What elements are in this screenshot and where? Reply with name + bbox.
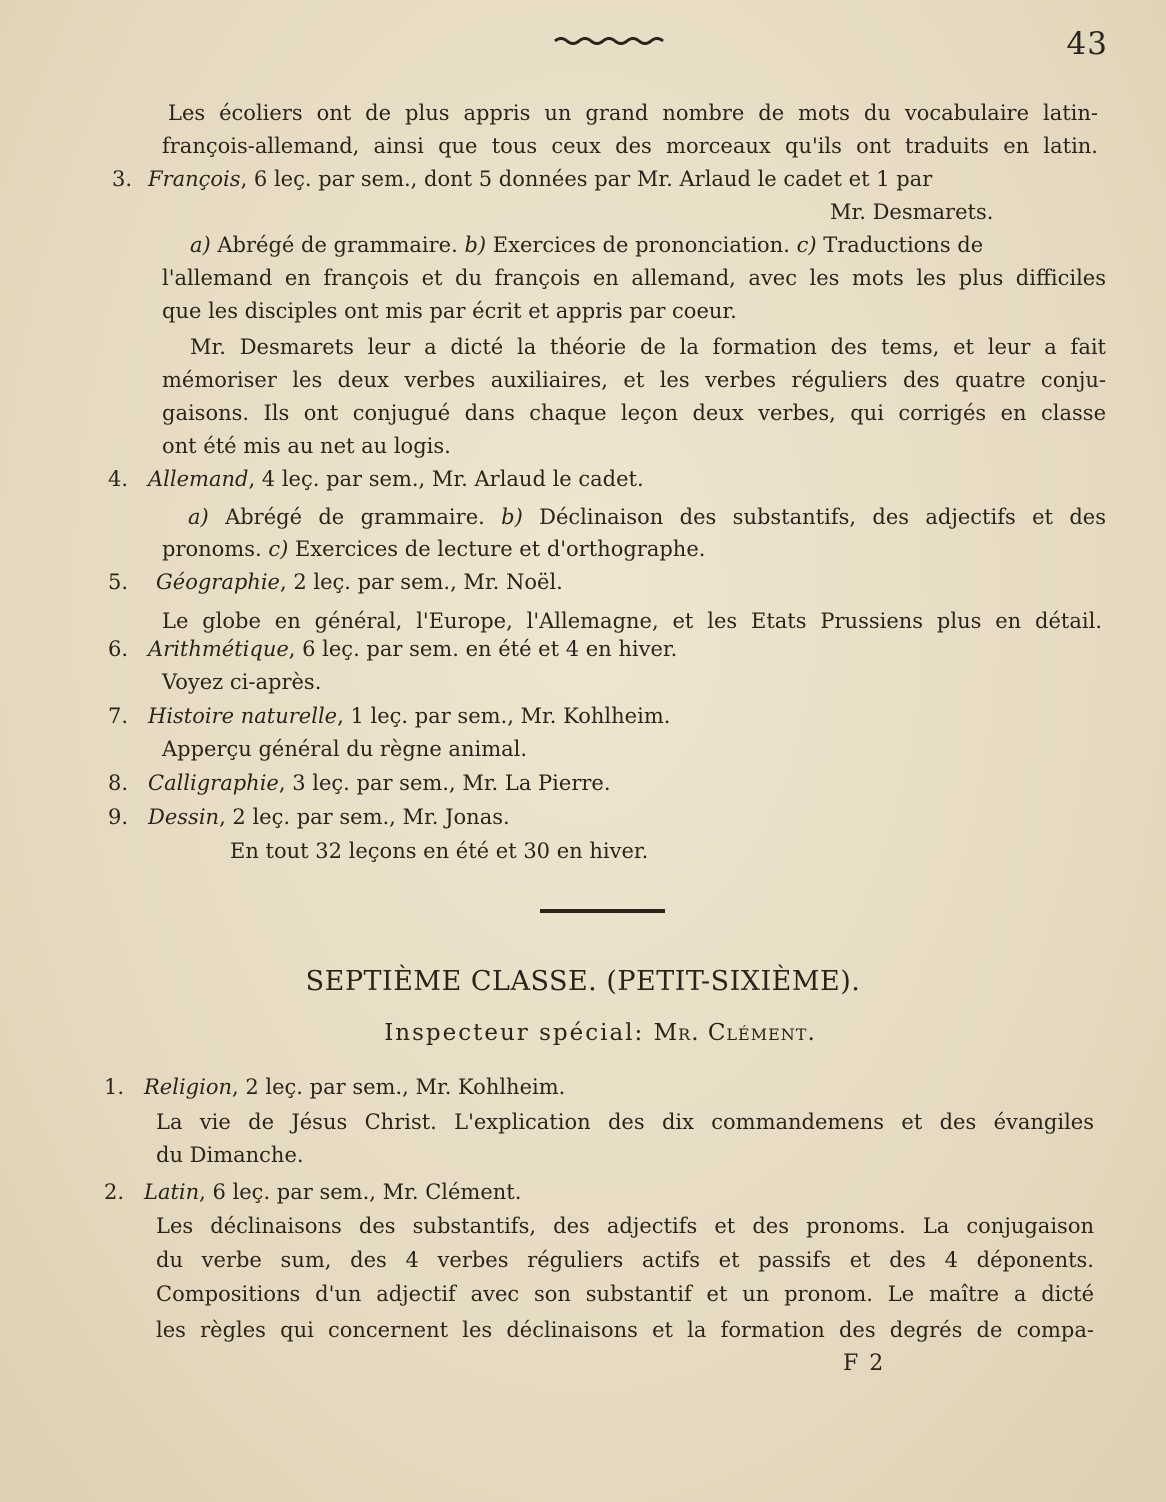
text-b: Exercices de prononciation. <box>486 233 797 257</box>
list-item-calligraphie <box>148 767 611 800</box>
label-c: c) <box>268 537 289 561</box>
francois-exercises <box>190 229 983 262</box>
text-line: du verbe sum, des 4 verbes réguliers actifs et passifs et des 4 déponents. <box>156 1248 1094 1272</box>
list-item-dessin <box>148 801 510 834</box>
label-b: b) <box>501 505 523 529</box>
list-item-arithmetique <box>148 633 677 666</box>
label-c: c) <box>796 233 817 257</box>
text-line: gaisons. Ils ont conjugué dans chaque leçon deux verbes, qui corrigés en classe <box>162 401 1106 425</box>
section-inspector <box>0 1020 1166 1046</box>
signature-mark: F 2 <box>843 1351 886 1376</box>
item-details: , 6 leç. par sem. en été et 4 en hiver. <box>288 637 678 661</box>
label-b: b) <box>464 233 487 257</box>
text-line: mémoriser les deux verbes auxiliaires, et les verbes réguliers des quatre conju- <box>162 368 1106 392</box>
text-line: ont été mis au net au logis. <box>162 434 451 458</box>
teacher-desmarets: Mr. Desmarets. <box>830 200 994 224</box>
subject-allemand: Allemand <box>148 467 249 491</box>
item-number: 9. <box>108 805 129 829</box>
list-item-histoire <box>148 700 670 733</box>
item-number: 6. <box>108 637 129 661</box>
text-line: Les déclinaisons des substantifs, des adjectifs et des pronoms. La conjugaison <box>156 1214 1094 1238</box>
list-item-francois <box>148 163 1098 196</box>
text-c: Exercices de lecture et d'orthographe. <box>288 537 706 561</box>
item-details: , 2 leç. par sem., Mr. Jonas. <box>219 805 510 829</box>
item-details: , 3 leç. par sem., Mr. La Pierre. <box>278 771 611 795</box>
section-title: SEPTIÈME CLASSE. (PETIT-SIXIÈME). <box>305 966 861 997</box>
allemand-exercises <box>188 501 1106 534</box>
ornament-icon <box>553 36 671 46</box>
text-c: Traductions de <box>816 233 984 257</box>
subject-dessin: Dessin <box>148 805 220 829</box>
item-number: 5. <box>108 570 129 594</box>
item-details: , 2 leç. par sem., Mr. Kohlheim. <box>232 1075 566 1099</box>
list-item-latin <box>144 1176 521 1209</box>
text-line: Compositions d'un adjectif avec son substantif et un pronom. Le maître a dicté <box>156 1282 1094 1306</box>
text-a: Abrégé de grammaire. <box>208 505 502 529</box>
text-line: La vie de Jésus Christ. L'explication des dix commandemens et des évangiles <box>156 1110 1094 1134</box>
item-details: , 6 leç. par sem., dont 5 données par Mr. Arlaud le cadet et 1 par <box>240 167 933 191</box>
text-line: Apperçu général du règne animal. <box>162 737 528 761</box>
page-number: 43 <box>1066 26 1108 62</box>
text-line: Mr. Desmarets leur a dicté la théorie de la formation des tems, et leur a fait <box>190 335 1106 359</box>
item-details: , 4 leç. par sem., Mr. Arlaud le cadet. <box>248 467 644 491</box>
text-line: les règles qui concernent les déclinaisons et la formation des degrés de compa- <box>156 1318 1094 1342</box>
total-lessons: En tout 32 leçons en été et 30 en hiver. <box>230 839 649 863</box>
divider <box>540 909 665 913</box>
item-number: 4. <box>108 467 129 491</box>
list-item-geographie <box>156 566 563 599</box>
text-line: pronoms. <box>162 537 269 561</box>
item-details: , 6 leç. par sem., Mr. Clément. <box>199 1180 522 1204</box>
text-a: Abrégé de grammaire. <box>210 233 465 257</box>
label-a: a) <box>188 505 209 529</box>
inspector-label: Inspecteur spécial: <box>384 1020 645 1046</box>
item-details: , 2 leç. par sem., Mr. Noël. <box>279 570 563 594</box>
subject-latin: Latin <box>144 1180 200 1204</box>
text-b: Déclinaison des substantifs, des adjectifs et des <box>522 505 1106 529</box>
item-number: 3. <box>112 167 133 191</box>
text-line: l'allemand en françois et du françois en allemand, avec les mots les plus difficiles <box>162 266 1106 290</box>
subject-calligraphie: Calligraphie <box>148 771 279 795</box>
intro-line-2: françois-allemand, ainsi que tous ceux des morceaux qu'ils ont traduits en latin. <box>162 134 1098 158</box>
text-line: Le globe en général, l'Europe, l'Allemagne, et les Etats Prussiens plus en détail. <box>162 609 1102 633</box>
text-line: Voyez ci-après. <box>162 670 322 694</box>
subject-francois: François <box>148 167 241 191</box>
subject-geographie: Géographie <box>156 570 280 594</box>
inspector-name: Mr. Clément. <box>653 1020 816 1046</box>
intro-line-1: Les écoliers ont de plus appris un grand nombre de mots du vocabulaire latin- <box>168 101 1098 125</box>
item-number: 7. <box>108 704 129 728</box>
text-line: que les disciples ont mis par écrit et appris par coeur. <box>162 299 737 323</box>
item-details: , 1 leç. par sem., Mr. Kohlheim. <box>337 704 671 728</box>
allemand-exercises-2 <box>162 533 705 566</box>
item-number: 2. <box>104 1180 125 1204</box>
list-item-allemand <box>148 463 644 496</box>
label-a: a) <box>190 233 211 257</box>
subject-arithmetique: Arithmétique <box>148 637 289 661</box>
subject-histoire: Histoire naturelle <box>148 704 338 728</box>
subject-religion: Religion <box>144 1075 232 1099</box>
list-item-religion <box>144 1071 565 1104</box>
item-number: 1. <box>104 1075 125 1099</box>
text-line: du Dimanche. <box>156 1143 304 1167</box>
item-number: 8. <box>108 771 129 795</box>
